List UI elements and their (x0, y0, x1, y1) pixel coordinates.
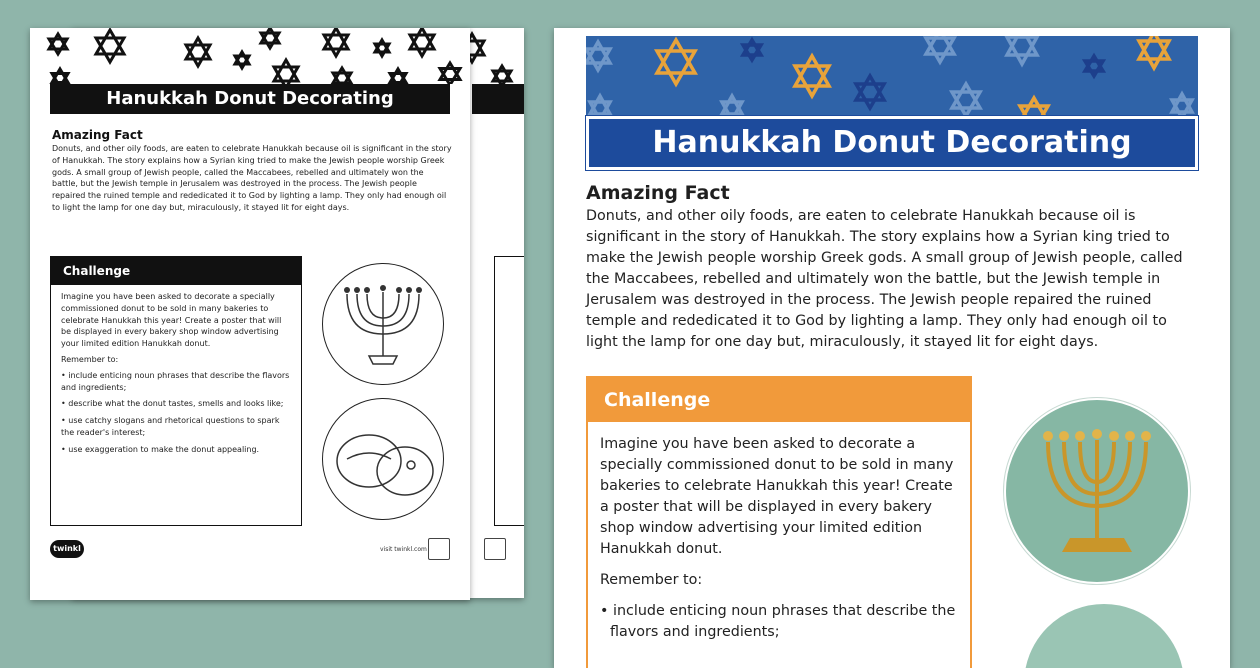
donut-image-bw (322, 398, 444, 520)
worksheet-footer (50, 536, 450, 566)
twinkl-logo-icon: twinkl (50, 540, 84, 558)
fact-text: Donuts, and other oily foods, are eaten to celebrate Hanukkah because oil is significant in the story of Hanukkah. The story explains how a Syrian king tried to make the Jewish people worship Greek gods. A small group of Jewish people, called the Maccabees, rebelled and ultimately won the battle, but the Jewish temple in Jerusalem was destroyed in the process. The Jewish people repaired the ruined temple and rededicated it to God by lighting a lamp. They only had enough oil to light the lamp for one day but, miraculously, it stayed lit for eight days. (586, 208, 1183, 350)
list-item: • use exaggeration to make the donut appealing. (61, 444, 260, 454)
fact-text: Donuts, and other oily foods, are eaten to celebrate Hanukkah because oil is significant in the story of Hanukkah. The story explains how a Syrian king tried to make the Jewish people worship Greek gods. A small group of Jewish people, called the Maccabees, rebelled and ultimately won the battle, but the Jewish temple in Jerusalem was destroyed in the process. The Jewish people repaired the ruined temple and rededicated it to God by lighting a lamp. They only had enough oil to light the lamp for one day but, miraculously, it stayed lit for eight days. (52, 144, 452, 212)
star-banner (586, 36, 1198, 116)
remember-list (61, 370, 293, 456)
quality-stamp-icon (428, 538, 450, 560)
remember-list (600, 601, 958, 643)
star-of-david-icon (586, 36, 1198, 116)
menorah-image-bw (322, 263, 444, 385)
challenge-heading: Challenge (588, 378, 970, 422)
footer-site: visit twinkl.com (380, 546, 427, 553)
challenge-heading: Challenge (51, 257, 301, 285)
remember-label: Remember to: (61, 354, 119, 364)
fact-heading: Amazing Fact (586, 182, 730, 204)
quality-stamp-icon (484, 538, 506, 560)
challenge-text: Imagine you have been asked to decorate a specially commissioned donut to be sold in many bakeries to celebrate Hanukkah this year! Create a poster that will be displayed in every bakery shop window advertising your limited edition Hanukkah donut. (61, 292, 282, 349)
challenge-box (50, 256, 302, 526)
fact-heading: Amazing Fact (52, 128, 143, 142)
donut-icon (323, 399, 443, 519)
star-border (30, 28, 470, 84)
menorah-icon (323, 264, 443, 384)
challenge-text: Imagine you have been asked to decorate a specially commissioned donut to be sold in many bakeries to celebrate Hanukkah this year! Create a poster that will be displayed in every bakery shop window advertising your limited edition Hanukkah donut. (600, 436, 954, 557)
worksheet-title: Hanukkah Donut Decorating (586, 116, 1198, 170)
worksheet-title: Hanukkah Donut Decorating (50, 84, 450, 114)
remember-label: Remember to: (600, 572, 703, 588)
worksheet-bw-page (30, 28, 470, 600)
worksheet-color-page (554, 28, 1230, 668)
challenge-box (586, 376, 972, 668)
list-item: • use catchy slogans and rhetorical questions to spark the reader's interest; (61, 416, 280, 437)
list-item: flavors and ingredients; (610, 624, 780, 640)
menorah-image (1004, 398, 1190, 584)
list-item: • include enticing noun phrases that describe the flavors and ingredients; (61, 370, 290, 392)
list-item: • include enticing noun phrases that describe the (600, 603, 956, 619)
list-item: • describe what the donut tastes, smells and looks like; (61, 399, 284, 409)
menorah-icon (1006, 400, 1188, 582)
donut-image (1022, 602, 1186, 668)
